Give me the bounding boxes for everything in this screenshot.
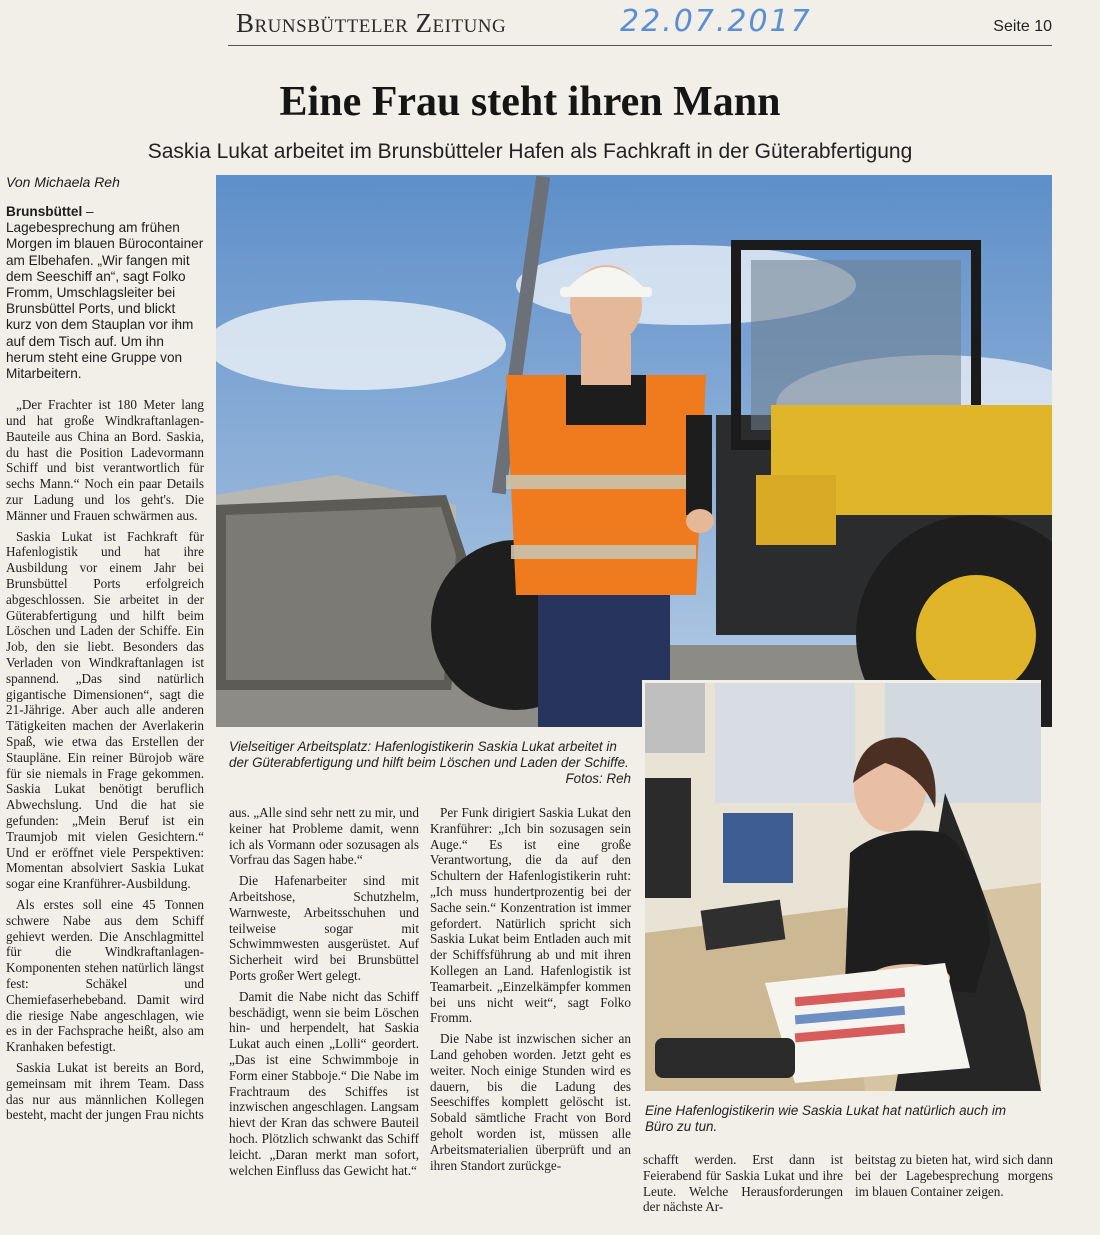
body-paragraph: Saskia Lukat ist bereits an Bord, gemeinsam mit ihrem Team. Dass das nur aus männlichen Kollegen besteht, macht der jungen Frau nichts (6, 1059, 204, 1123)
wheel-loader-bucket (216, 495, 466, 690)
main-photo-illustration (216, 175, 1052, 727)
article-column-4 (643, 1152, 843, 1220)
office-photo (642, 680, 1041, 1091)
body-paragraph: Per Funk dirigiert Saskia Lukat den Kranführer: „Ich bin sozusagen sein Auge.“ Es ist eine große Verantwortung, die da auf den Schultern der Hafenlogistikerin ruht: „Ich muss hundertprozentig bei der Sache sein.“ Konzentration ist immer gefordert. Natürlich spricht sich Saskia Lukat beim Entladen auch mit der Schiffsführung ab und mit ihren Kollegen an Land. Hafenlogistik ist Teamarbeit. „Einzelkämpfer kommen bei uns nicht weit“, sagt Folko Fromm. (430, 805, 631, 1026)
dateline-place: Brunsbüttel (6, 204, 83, 219)
main-photo-caption-text: Vielseitiger Arbeitsplatz: Hafenlogistikerin Saskia Lukat arbeitet in der Güterabfertigung und hilft beim Löschen und Laden der Schiffe. (229, 739, 629, 770)
newspaper-name: Brunsbütteler Zeitung (236, 8, 507, 38)
main-photo-caption (229, 739, 631, 787)
body-paragraph: schafft werden. Erst dann ist Feierabend für Saskia Lukat und ihre Leute. Welche Herausforderungen der nächste Ar- (643, 1152, 843, 1215)
article-column-3 (430, 805, 631, 1178)
body-paragraph: beitstag zu bieten hat, wird sich dann bei der Lagebesprechung morgens im blauen Container zeigen. (855, 1152, 1053, 1199)
lead-text: – Lagebesprechung am frühen Morgen im blauen Bürocontainer am Elbehafen. „Wir fangen mit dem Seeschiff an“, sagt Folko Fromm, Umschlagsleiter bei Brunsbüttel Ports, und blickt kurz von dem Stauplan vor ihm auf dem Tisch auf. Um ihn herum steht eine Gruppe von Mitarbeitern. (6, 204, 204, 382)
body-paragraph: Die Nabe ist inzwischen sicher an Land gehoben worden. Jetzt geht es weiter. Noch einige Stunden wird es dauern, bis die Ladung des Seeschiffes komplett gelöscht ist. Sobald sämtliche Fracht von Bord geholt worden ist, müssen alle Arbeitsmaterialien überprüft und an ihren Standort zurückge- (430, 1031, 631, 1173)
office-photo-illustration (645, 683, 1041, 1091)
desk-papers (765, 963, 970, 1083)
body-paragraph: aus. „Alle sind sehr nett zu mir, und keiner hat Probleme damit, wenn ich als Vormann oder sozusagen als Vorfrau das Sagen habe.“ (229, 805, 419, 868)
handwritten-date: 22.07.2017 (620, 4, 812, 39)
body-paragraph: Saskia Lukat ist Fachkraft für Hafenlogistik und hat ihre Ausbildung vor einem Jahr bei Brunsbüttel Ports erfolgreich abgeschlossen. Sie arbeitet in der Güterabfertigung und hilft beim Löschen und Laden der Schiffe. Ein Job, den sie liebt. Besonders das Verladen von Windkraftanlagen ist spannend. „Das sind natürlich gigantische Dimensionen“, sagt die 21-Jährige. Aber auch alle anderen Tätigkeiten machen der Averlakerin Spaß, wie etwa das Erstellen der Staupläne. Ein reiner Bürojob wäre für sie niemals in Frage gekommen. Saskia Lukat benötigt beruflich Abwechslung. Und die hat sie gefunden: „Mein Beruf ist ein Traumjob mit vielen Gesichtern.“ Und er eröffnet viele Perspektiven: Momentan absolviert Saskia Lukat sogar eine Kranführer-Ausbildung. (6, 528, 204, 892)
lead-paragraph (6, 204, 204, 382)
masthead (0, 0, 1100, 46)
article-column-5 (855, 1152, 1053, 1204)
byline: Von Michaela Reh (6, 174, 120, 190)
page-number: Seite 10 (993, 18, 1052, 35)
body-paragraph: Als erstes soll eine 45 Tonnen schwere Nabe aus dem Schiff gehievt werden. Die Anschlagmittel für die Windkraftanlagen-Komponenten stehen natürlich längst fest: Schäkel und Chemiefaserhebeband. Damit wird die riesige Nabe angeschlagen, wie es in der Fachsprache heißt, also am Kranhaken befestigt. (6, 896, 204, 1055)
photo-credit: Fotos: Reh (565, 771, 631, 786)
body-paragraph: „Der Frachter ist 180 Meter lang und hat große Windkraftanlagen-Bauteile aus China an Bord. Saskia, du hast die Position Ladevormann Schiff und bist verantwortlich für sechs Mann.“ Noch ein paar Details zur Ladung und los geht's. Die Männer und Frauen schwärmen aus. (6, 397, 204, 523)
main-photo-harbor-worker (216, 175, 1052, 727)
body-paragraph: Die Hafenarbeiter sind mit Arbeitshose, Schutzhelm, Warnweste, Arbeitsschuhen und teilweise sogar mit Schwimmwesten ausgerüstet. Auf Sicherheit wird bei Brunsbüttel Ports großer Wert gelegt. (229, 873, 419, 983)
body-paragraph: Damit die Nabe nicht das Schiff beschädigt, wenn sie beim Löschen hin- und herpendelt, hat Saskia Lukat auch einen „Lolli“ geordert. „Das ist eine Schwimmboje in Form einer Stabboje.“ Die Nabe im Frachtraum des Schiffes ist inzwischen angeschlagen. Langsam hievt der Kran das schwere Bauteil hoch. Plötzlich schwankt das Schiff leicht. „Daran merkt man sofort, welchen Einfluss das Gewicht hat.“ (229, 988, 419, 1178)
subheadline: Saskia Lukat arbeitet im Brunsbütteler Hafen als Fachkraft in der Güterabfertigung (147, 140, 913, 163)
article-column-1 (6, 204, 204, 1128)
masthead-rule (228, 45, 1052, 46)
article-column-2 (229, 805, 419, 1183)
headline: Eine Frau steht ihren Mann (279, 79, 781, 125)
office-photo-caption: Eine Hafenlogistikerin wie Saskia Lukat hat natürlich auch im Büro zu tun. (645, 1103, 1006, 1134)
